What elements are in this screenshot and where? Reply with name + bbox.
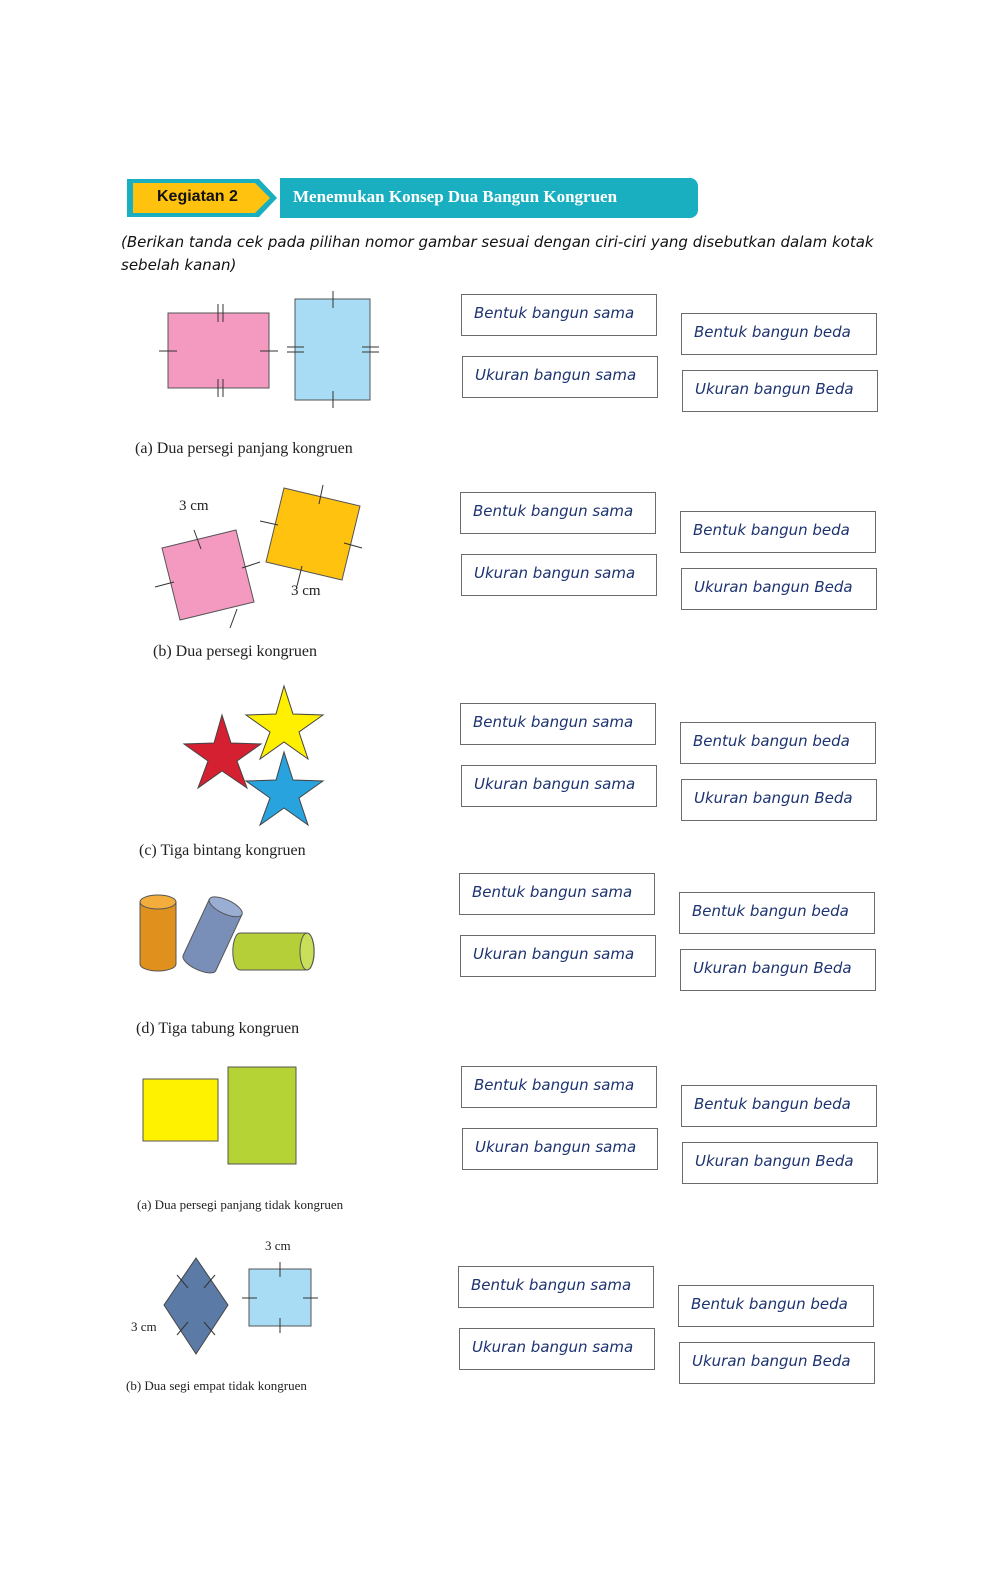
option-ukuran-sama-4[interactable]: Ukuran bangun sama	[460, 935, 656, 977]
figure-three-cylinders	[135, 888, 325, 983]
option-bentuk-beda-5[interactable]: Bentuk bangun beda	[681, 1085, 877, 1127]
caption-item-1: (a) Dua persegi panjang kongruen	[135, 440, 353, 457]
option-bentuk-sama-3[interactable]: Bentuk bangun sama	[460, 703, 656, 745]
activity-title: Menemukan Konsep Dua Bangun Kongruen	[293, 187, 618, 206]
side-label-top: 3 cm	[179, 498, 209, 514]
option-ukuran-sama-5[interactable]: Ukuran bangun sama	[462, 1128, 658, 1170]
option-bentuk-sama-4[interactable]: Bentuk bangun sama	[459, 873, 655, 915]
square-side-label: 3 cm	[265, 1238, 291, 1253]
option-bentuk-beda-6[interactable]: Bentuk bangun beda	[678, 1285, 874, 1327]
option-bentuk-sama-2[interactable]: Bentuk bangun sama	[460, 492, 656, 534]
option-ukuran-beda-4[interactable]: Ukuran bangun Beda	[680, 949, 876, 991]
figure-non-congruent-rectangles	[140, 1065, 300, 1167]
caption-item-4: (d) Tiga tabung kongruen	[136, 1020, 300, 1037]
caption-item-2: (b) Dua persegi kongruen	[153, 643, 317, 660]
caption-item-3: (c) Tiga bintang kongruen	[139, 842, 306, 859]
figure-rhombus-and-square	[160, 1255, 325, 1360]
activity-badge	[127, 179, 277, 217]
figure-two-rectangles	[150, 290, 390, 415]
option-bentuk-beda-2[interactable]: Bentuk bangun beda	[680, 511, 876, 553]
option-bentuk-sama-6[interactable]: Bentuk bangun sama	[458, 1266, 654, 1308]
option-ukuran-beda-2[interactable]: Ukuran bangun Beda	[681, 568, 877, 610]
activity-title-bar	[280, 178, 698, 218]
rhombus-side-label: 3 cm	[131, 1319, 157, 1334]
figure-three-stars	[180, 682, 330, 832]
option-bentuk-beda-1[interactable]: Bentuk bangun beda	[681, 313, 877, 355]
option-ukuran-beda-6[interactable]: Ukuran bangun Beda	[679, 1342, 875, 1384]
option-ukuran-beda-3[interactable]: Ukuran bangun Beda	[681, 779, 877, 821]
option-ukuran-sama-6[interactable]: Ukuran bangun sama	[459, 1328, 655, 1370]
caption-item-5: (a) Dua persegi panjang tidak kongruen	[137, 1197, 344, 1212]
option-bentuk-beda-4[interactable]: Bentuk bangun beda	[679, 892, 875, 934]
caption-item-6: (b) Dua segi empat tidak kongruen	[126, 1378, 307, 1393]
option-ukuran-sama-3[interactable]: Ukuran bangun sama	[461, 765, 657, 807]
option-bentuk-sama-5[interactable]: Bentuk bangun sama	[461, 1066, 657, 1108]
side-label-bottom: 3 cm	[291, 583, 321, 599]
option-ukuran-beda-1[interactable]: Ukuran bangun Beda	[682, 370, 878, 412]
option-ukuran-sama-1[interactable]: Ukuran bangun sama	[462, 356, 658, 398]
instruction-text: (Berikan tanda cek pada pilihan nomor gambar sesuai dengan ciri-ciri yang disebutkan dalam kotak sebelah kanan)	[121, 233, 874, 274]
option-bentuk-beda-3[interactable]: Bentuk bangun beda	[680, 722, 876, 764]
option-bentuk-sama-1[interactable]: Bentuk bangun sama	[461, 294, 657, 336]
option-ukuran-sama-2[interactable]: Ukuran bangun sama	[461, 554, 657, 596]
option-ukuran-beda-5[interactable]: Ukuran bangun Beda	[682, 1142, 878, 1184]
badge-label: Kegiatan 2	[157, 188, 238, 205]
